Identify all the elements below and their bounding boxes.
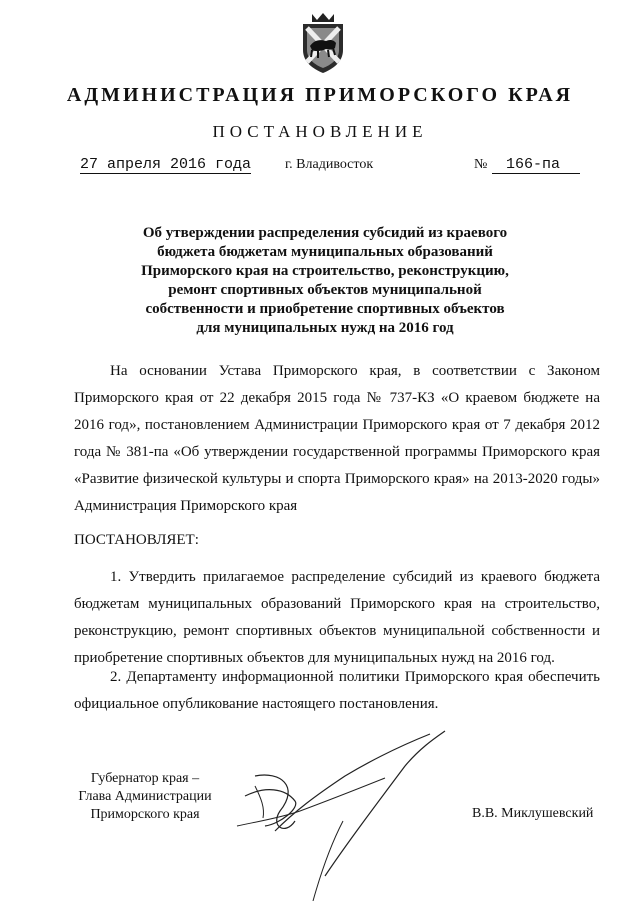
document-subject <box>120 224 530 338</box>
preamble-paragraph: На основании Устава Приморского края, в соответствии с Законом Приморского края от 22 декабря 2015 года № 737-КЗ «О краевом бюджете на 2016 год», постановлением Администрации Приморского края от 7 декабря 2012 года № 381-па «Об утверждении государственной программы Приморского края «Развитие физической культуры и спорта Приморского края» на 2013-2020 годы» Администрация Приморского края <box>74 363 600 514</box>
preamble-block <box>74 358 600 520</box>
item-1-paragraph: 1. Утвердить прилагаемое распределение субсидий из краевого бюджета бюджетам муниципальных образований Приморского края на строительство, реконструкцию, ремонт спортивных объектов муниципальной собственности и приобретение спортивных объектов для муниципальных нужд на 2016 год. <box>74 569 600 666</box>
signer-title <box>70 770 220 824</box>
signer-title-line: Губернатор края – <box>90 771 200 786</box>
document-meta <box>0 156 640 178</box>
document-number: 166-па <box>492 156 580 174</box>
document-date <box>80 156 251 173</box>
handwritten-signature-icon <box>225 726 475 901</box>
signer-title-line: Приморского края <box>90 807 200 822</box>
subject-line: Об утверждении распределения субсидий из краевого <box>142 225 508 241</box>
subject-line: для муниципальных нужд на 2016 год <box>196 320 454 336</box>
signer-title-line: Глава Администрации <box>78 789 212 804</box>
number-sign: № <box>474 157 488 172</box>
document-city: г. Владивосток <box>285 157 374 172</box>
document-type: ПОСТАНОВЛЕНИЕ <box>212 122 428 141</box>
item-2-block <box>74 664 600 718</box>
subject-line: Приморского края на строительство, реконструкцию, <box>141 263 509 279</box>
subject-line: бюджета бюджетам муниципальных образований <box>157 244 493 260</box>
organization-title: АДМИНИСТРАЦИЯ ПРИМОРСКОГО КРАЯ <box>66 84 574 106</box>
document-date-text: 27 апреля 2016 года <box>80 156 252 173</box>
item-2-paragraph: 2. Департаменту информационной политики Приморского края обеспечить официальное опубликование настоящего постановления. <box>74 669 600 712</box>
coat-of-arms-icon <box>298 12 348 74</box>
subject-line: ремонт спортивных объектов муниципальной <box>168 282 482 298</box>
subject-line: собственности и приобретение спортивных объектов <box>145 301 505 317</box>
item-1-block <box>74 564 600 672</box>
signer-name: В.В. Миклушевский <box>472 806 594 821</box>
resolves-heading: ПОСТАНОВЛЯЕТ: <box>74 532 199 548</box>
